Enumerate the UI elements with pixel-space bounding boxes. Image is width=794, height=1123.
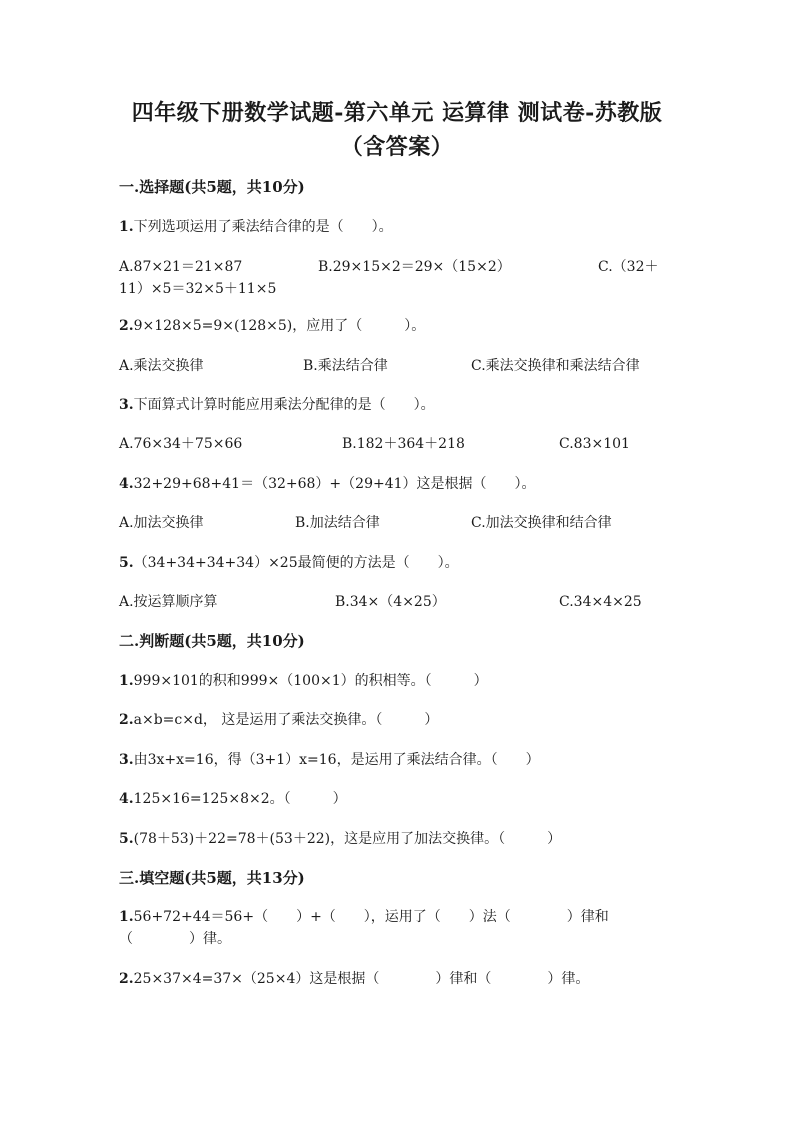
question-text: （34+34+34+34）×25最简便的方法是（ ）。	[133, 555, 459, 571]
question-number: 1.	[119, 909, 134, 925]
option-c: C.加法交换律和结合律	[471, 515, 612, 531]
page-title: 四年级下册数学试题-第六单元 运算律 测试卷-苏教版（含答案）	[131, 100, 663, 160]
question-judgment-2	[119, 709, 679, 731]
question-fill-2	[119, 968, 679, 990]
question-number: 4.	[119, 476, 134, 492]
question-number: 5.	[119, 831, 134, 847]
question-text: 999×101的积和999×（100×1）的积相等。（ ）	[133, 673, 488, 689]
option-b: B.加法结合律	[295, 515, 380, 531]
option-c: C.乘法交换律和乘法结合律	[471, 358, 640, 374]
question-number: 3.	[119, 397, 134, 413]
question-choice-2	[119, 315, 679, 337]
question-choice-4	[119, 473, 679, 495]
question-text: 下列选项运用了乘法结合律的是（ ）。	[133, 219, 393, 235]
section-heading-choice: 一.选择题(共5题，共10分)	[119, 178, 305, 196]
question-text: 56+72+44＝56+（ ）+（ ），运用了（ ）法（ ）律和（ ）律。	[119, 909, 609, 947]
option-b: B.29×15×2＝29×（15×2）	[318, 259, 511, 275]
question-number: 4.	[119, 791, 134, 807]
question-number: 2.	[119, 971, 134, 987]
question-judgment-5	[119, 828, 679, 850]
question-judgment-4	[119, 788, 679, 810]
question-choice-3	[119, 394, 679, 416]
question-text: (78＋53)＋22=78＋(53＋22)，这是应用了加法交换律。（ ）	[133, 831, 562, 847]
option-c: C.34×4×25	[559, 594, 642, 610]
section-heading-fill: 三.填空题(共5题，共13分)	[119, 869, 305, 887]
question-number: 1.	[119, 219, 134, 235]
option-c: C.83×101	[559, 436, 630, 452]
option-a: A.乘法交换律	[119, 358, 204, 374]
question-text: 由3x+x=16，得（3+1）x=16，是运用了乘法结合律。（ ）	[133, 752, 540, 768]
option-c: C.（32＋11）×5＝32×5＋11×5	[119, 259, 659, 297]
question-fill-1	[119, 906, 664, 950]
option-b: B.乘法结合律	[303, 358, 388, 374]
question-text: 125×16=125×8×2。（ ）	[133, 791, 347, 807]
option-b: B.182＋364＋218	[342, 436, 465, 452]
question-number: 2.	[119, 318, 134, 334]
option-a: A.按运算顺序算	[119, 594, 218, 610]
question-judgment-3	[119, 749, 679, 771]
section-heading-judgment: 二.判断题(共5题，共10分)	[119, 632, 305, 650]
option-a: A.76×34＋75×66	[119, 436, 243, 452]
question-number: 1.	[119, 673, 134, 689]
question-text: 25×37×4=37×（25×4）这是根据（ ）律和（ ）律。	[133, 971, 590, 987]
question-number: 2.	[119, 712, 134, 728]
option-a: A.加法交换律	[119, 515, 204, 531]
question-number: 3.	[119, 752, 134, 768]
question-choice-1	[119, 216, 679, 238]
option-b: B.34×（4×25）	[335, 594, 446, 610]
question-text: 32+29+68+41＝（32+68）+（29+41）这是根据（ ）。	[133, 476, 536, 492]
question-choice-5	[119, 552, 679, 574]
question-text: 下面算式计算时能应用乘法分配律的是（ ）。	[133, 397, 435, 413]
question-text: 9×128×5=9×(128×5)，应用了（ ）。	[133, 318, 426, 334]
question-text: a×b=c×d， 这是运用了乘法交换律。（ ）	[133, 712, 439, 728]
option-a: A.87×21＝21×87	[119, 259, 243, 275]
question-judgment-1	[119, 670, 679, 692]
question-number: 5.	[119, 555, 134, 571]
